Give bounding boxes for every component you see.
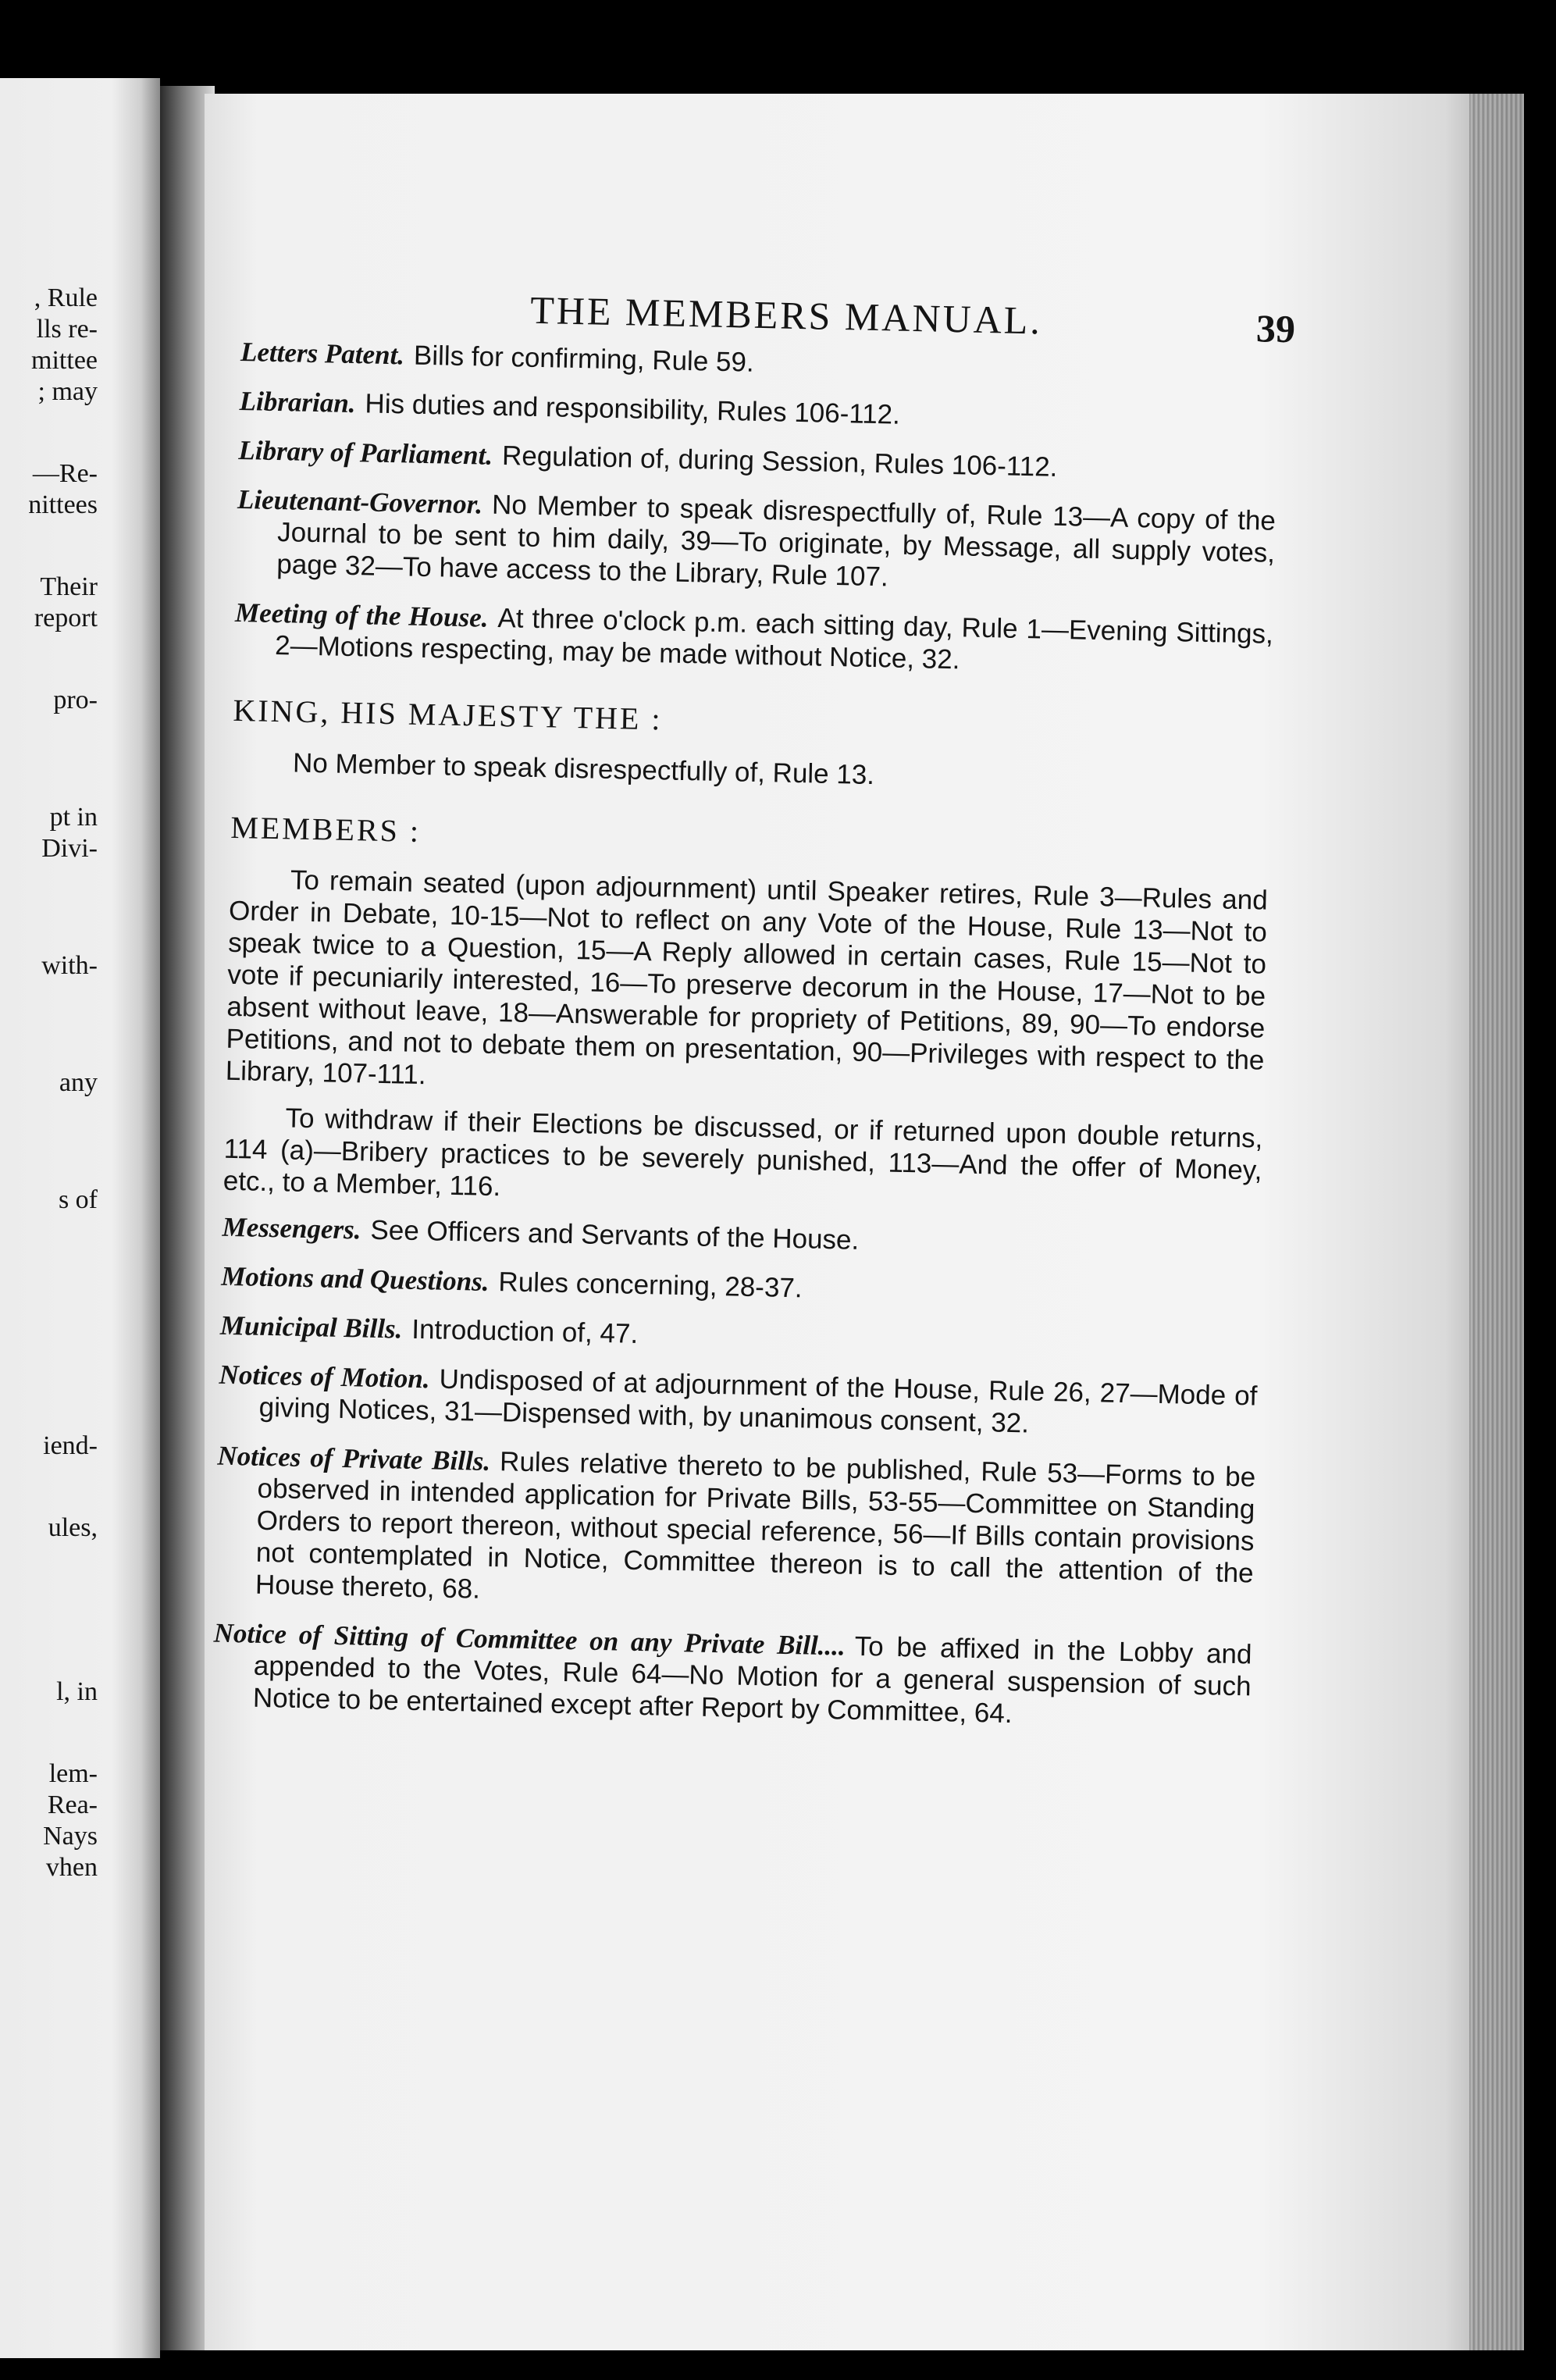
left-page-fragment: report — [34, 604, 98, 632]
entry-term: Librarian. — [239, 385, 356, 419]
members-heading: MEMBERS : — [230, 809, 422, 849]
left-page-fragment: Nays — [43, 1822, 98, 1851]
entry-text: No Member to speak disrespectfully of, Rule 13—A copy of the Journal to be sent to him daily, 39—To originate, by Message, all supply votes, page 32—To have access to the Library, Rule 107. — [276, 489, 1276, 593]
left-page-fragment: pt in — [49, 803, 98, 832]
entry-term: Motions and Questions. — [220, 1260, 490, 1297]
index-entry — [220, 1309, 1259, 1363]
left-page-fragment: mittee — [31, 346, 98, 375]
entry-text: His duties and responsibility, Rules 106-112. — [365, 388, 901, 430]
entry-text: See Officers and Servants of the House. — [370, 1214, 860, 1256]
left-page-fragment: s of — [58, 1185, 98, 1214]
left-page-fragment: ; may — [37, 377, 98, 406]
index-entry — [222, 1211, 1261, 1265]
left-page-fragment: Their — [40, 572, 98, 601]
entry-term: Meeting of the House. — [234, 597, 489, 633]
entry-term: Notices of Private Bills. — [217, 1440, 491, 1477]
entry-text: Undisposed of at adjournment of the House, Rule 26, 27—Mode of giving Notices, 31—Dispensed with, by unanimous consent, 32. — [258, 1363, 1258, 1439]
entry-text: At three o'clock p.m. each sitting day, Rule 1—Evening Sittings, 2—Motions respecting, may be made without Notice, 32. — [274, 602, 1274, 675]
left-page-fragment: iend- — [43, 1431, 98, 1460]
entry-term: Letters Patent. — [240, 336, 405, 371]
entry-text: To be affixed in the Lobby and appended to the Votes, Rule 64—No Motion for a general suspension of such Notice to be entertained except after Report by Committee, 64. — [252, 1630, 1252, 1730]
left-facing-page — [0, 78, 160, 2358]
index-entry — [221, 1260, 1260, 1314]
king-line: No Member to speak disrespectfully of, Rule 13. — [292, 747, 875, 791]
entry-term: Lieutenant-Governor. — [237, 483, 483, 520]
left-page-fragment: pro- — [53, 686, 98, 714]
left-page-fragment: —Re- — [32, 459, 98, 488]
entry-text: Rules relative thereto to be published, Rule 53—Forms to be observed in intended application for Private Bills, 53-55—Committee on Standing Orders to report thereon, without special reference, 56—If Bills contain provisions not contemplated in Notice, Committee thereon is to call the attention of the House thereto, 68. — [255, 1446, 1256, 1605]
left-page-fragment: vhen — [45, 1853, 98, 1882]
index-entry — [215, 1440, 1256, 1622]
left-page-fragment: lls re- — [36, 315, 98, 344]
entry-term: Library of Parliament. — [238, 434, 493, 471]
entry-text: Regulation of, during Session, Rules 106-112. — [501, 440, 1058, 483]
page-number: 39 — [1255, 306, 1296, 351]
index-entry — [218, 1359, 1257, 1445]
entries-top — [234, 336, 1279, 682]
left-page-fragment: l, in — [56, 1677, 98, 1706]
left-page-fragment: any — [59, 1068, 98, 1097]
index-entry — [236, 483, 1276, 601]
page-edge-shadow — [1469, 94, 1524, 2350]
left-page-fragment: nittees — [28, 490, 98, 519]
entry-term: Notice of Sitting of Committee on any Private Bill.... — [213, 1617, 846, 1662]
left-page-fragment: with- — [41, 951, 98, 980]
index-entry — [234, 597, 1273, 682]
page-content — [212, 281, 1296, 1751]
left-page-fragment: lem- — [48, 1759, 98, 1788]
left-page-fragment: Divi- — [41, 834, 98, 863]
entry-term: Messengers. — [222, 1211, 361, 1245]
entry-text: Bills for confirming, Rule 59. — [413, 340, 755, 378]
entry-term: Notices of Motion. — [219, 1359, 430, 1395]
entries-bottom — [212, 1211, 1261, 1735]
index-entry — [238, 434, 1277, 488]
members-paragraph-2: To withdraw if their Elections be discussed, or if returned upon double returns, 114 (a)—Bribery practices to be severely punished, 113—And the offer of Money, etc., to a Member, 116. — [223, 1103, 1263, 1202]
index-entry — [239, 385, 1278, 439]
entry-term: Municipal Bills. — [219, 1309, 403, 1345]
king-heading: KING, HIS MAJESTY THE : — [233, 692, 663, 737]
index-entry — [212, 1617, 1252, 1735]
left-page-fragment: ules, — [48, 1513, 98, 1542]
left-page-fragment: , Rule — [34, 283, 98, 312]
running-head: THE MEMBERS MANUAL. — [529, 287, 1043, 343]
entry-text: Rules concerning, 28-37. — [498, 1267, 803, 1304]
entry-text: Introduction of, 47. — [411, 1313, 639, 1349]
left-page-fragment: Rea- — [47, 1790, 98, 1819]
members-paragraph-1: To remain seated (upon adjournment) until Speaker retires, Rule 3—Rules and Order in Debate, 10-15—Not to reflect on any Vote of the House, Rule 13—Not to speak twice to a Question, 15—A Reply allowed in certain cases, Rule 15—Not to vote if pecuniarily interested, 16—To preserve decorum in the House, 17—Not to be absent without leave, 18—Answerable for propriety of Petitions, 89, 90—To endorse Petitions, and not to debate them on presentation, 90—Privileges with respect to the Library, 107-111. — [225, 864, 1269, 1091]
